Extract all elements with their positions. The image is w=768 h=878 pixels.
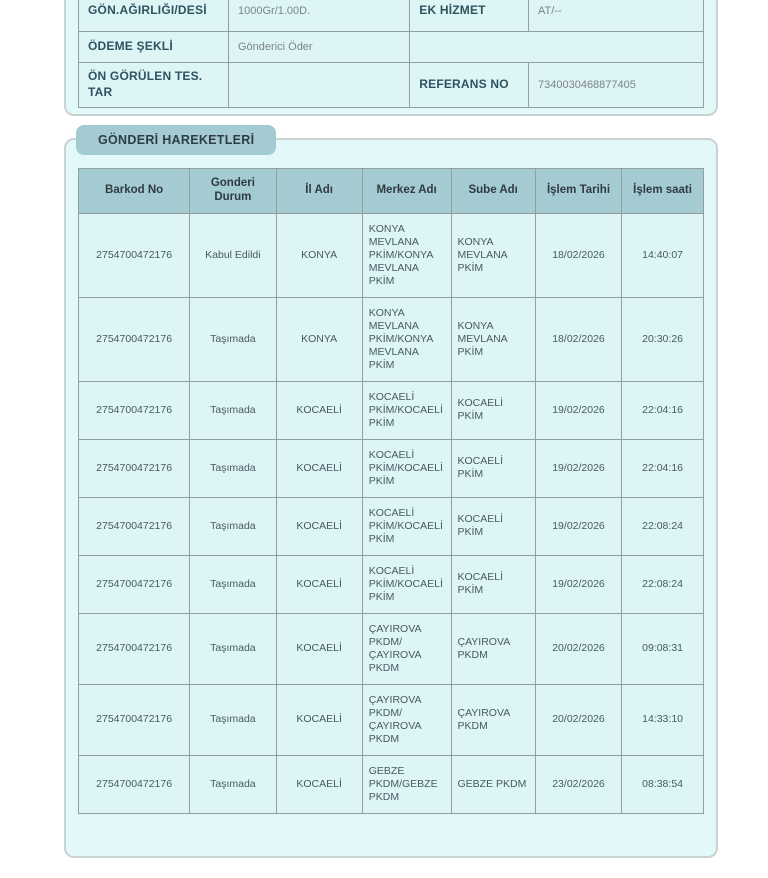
movement-cell-merkez: KONYA MEVLANA PKİM/KONYA MEVLANA PKİM: [362, 297, 451, 381]
movement-cell-il: KONYA: [276, 213, 362, 297]
movement-cell-merkez: KONYA MEVLANA PKİM/KONYA MEVLANA PKİM: [362, 213, 451, 297]
movement-cell-durum: Taşımada: [190, 613, 276, 684]
movement-row: [79, 755, 704, 813]
movement-cell-saat: 20:30:26: [622, 297, 704, 381]
reference-no-value: 7340030468877405: [529, 63, 704, 108]
column-header-sube: Sube Adı: [451, 169, 535, 214]
tracking-page: [64, 0, 718, 858]
movement-row: [79, 497, 704, 555]
movement-cell-tarih: 18/02/2026: [535, 213, 621, 297]
movement-cell-saat: 22:04:16: [622, 381, 704, 439]
movement-cell-il: KOCAELİ: [276, 613, 362, 684]
movement-cell-barkod: 2754700472176: [79, 213, 190, 297]
movement-cell-il: KONYA: [276, 297, 362, 381]
movement-cell-saat: 08:38:54: [622, 755, 704, 813]
movement-row: [79, 439, 704, 497]
movement-cell-durum: Taşımada: [190, 755, 276, 813]
movement-cell-il: KOCAELİ: [276, 684, 362, 755]
column-header-merkez: Merkez Adı: [362, 169, 451, 214]
movement-cell-sube: KOCAELİ PKİM: [451, 497, 535, 555]
movement-row: [79, 613, 704, 684]
movement-cell-durum: Taşımada: [190, 439, 276, 497]
movement-cell-merkez: GEBZE PKDM/GEBZE PKDM: [362, 755, 451, 813]
reference-no-label: REFERANS NO: [410, 63, 529, 108]
payment-row-empty-cell: [410, 32, 704, 63]
movement-cell-sube: ÇAYIROVA PKDM: [451, 684, 535, 755]
movement-cell-barkod: 2754700472176: [79, 381, 190, 439]
movement-cell-durum: Kabul Edildi: [190, 213, 276, 297]
movement-cell-durum: Taşımada: [190, 684, 276, 755]
movement-cell-barkod: 2754700472176: [79, 439, 190, 497]
movement-cell-saat: 22:04:16: [622, 439, 704, 497]
column-header-barkod: Barkod No: [79, 169, 190, 214]
movement-cell-merkez: KOCAELİ PKİM/KOCAELİ PKİM: [362, 555, 451, 613]
shipment-movements-panel: [64, 133, 718, 858]
movement-cell-tarih: 20/02/2026: [535, 613, 621, 684]
movement-cell-durum: Taşımada: [190, 381, 276, 439]
movement-row: [79, 555, 704, 613]
info-row-delivery: [79, 63, 704, 108]
movement-cell-merkez: ÇAYIROVA PKDM/ ÇAYIROVA PKDM: [362, 613, 451, 684]
estimated-delivery-label: ÖN GÖRÜLEN TES. TAR: [79, 63, 229, 108]
movement-cell-durum: Taşımada: [190, 297, 276, 381]
movement-cell-sube: GEBZE PKDM: [451, 755, 535, 813]
movement-cell-sube: ÇAYIROVA PKDM: [451, 613, 535, 684]
extra-service-label: EK HİZMET: [410, 0, 529, 32]
movement-cell-barkod: 2754700472176: [79, 297, 190, 381]
payment-type-value: Gönderici Öder: [229, 32, 410, 63]
movements-tbody: [79, 213, 704, 813]
shipment-info-panel: [64, 0, 718, 116]
movement-cell-tarih: 19/02/2026: [535, 381, 621, 439]
movement-cell-barkod: 2754700472176: [79, 684, 190, 755]
movement-cell-merkez: ÇAYIROVA PKDM/ ÇAYIROVA PKDM: [362, 684, 451, 755]
movement-cell-barkod: 2754700472176: [79, 755, 190, 813]
movement-cell-saat: 22:08:24: [622, 497, 704, 555]
movement-cell-saat: 22:08:24: [622, 555, 704, 613]
movement-cell-tarih: 20/02/2026: [535, 684, 621, 755]
movement-row: [79, 213, 704, 297]
estimated-delivery-value: [229, 63, 410, 108]
movement-row: [79, 297, 704, 381]
movement-cell-sube: KONYA MEVLANA PKİM: [451, 213, 535, 297]
movement-cell-il: KOCAELİ: [276, 555, 362, 613]
movement-cell-tarih: 23/02/2026: [535, 755, 621, 813]
movement-cell-merkez: KOCAELİ PKİM/KOCAELİ PKİM: [362, 439, 451, 497]
movement-cell-saat: 14:33:10: [622, 684, 704, 755]
movement-cell-barkod: 2754700472176: [79, 497, 190, 555]
extra-service-value: AT/--: [529, 0, 704, 32]
movement-cell-il: KOCAELİ: [276, 755, 362, 813]
movement-row: [79, 381, 704, 439]
movement-cell-tarih: 19/02/2026: [535, 497, 621, 555]
movement-cell-sube: KONYA MEVLANA PKİM: [451, 297, 535, 381]
movements-title-badge: GÖNDERİ HAREKETLERİ: [76, 125, 276, 155]
movement-cell-il: KOCAELİ: [276, 439, 362, 497]
movement-cell-il: KOCAELİ: [276, 381, 362, 439]
movement-cell-sube: KOCAELİ PKİM: [451, 439, 535, 497]
weight-label: GÖN.AĞIRLIĞI/DESİ: [79, 0, 229, 32]
movement-row: [79, 684, 704, 755]
movement-cell-sube: KOCAELİ PKİM: [451, 555, 535, 613]
movement-cell-barkod: 2754700472176: [79, 555, 190, 613]
movement-cell-tarih: 19/02/2026: [535, 555, 621, 613]
shipment-info-table: [78, 0, 704, 108]
info-row-weight: [79, 0, 704, 32]
movement-cell-durum: Taşımada: [190, 497, 276, 555]
movement-cell-il: KOCAELİ: [276, 497, 362, 555]
movement-cell-durum: Taşımada: [190, 555, 276, 613]
movement-cell-merkez: KOCAELİ PKİM/KOCAELİ PKİM: [362, 497, 451, 555]
movements-table: [78, 168, 704, 814]
column-header-il: İl Adı: [276, 169, 362, 214]
movement-cell-barkod: 2754700472176: [79, 613, 190, 684]
movements-table-head: [79, 169, 704, 214]
movement-cell-merkez: KOCAELİ PKİM/KOCAELİ PKİM: [362, 381, 451, 439]
movement-cell-saat: 09:08:31: [622, 613, 704, 684]
movement-cell-sube: KOCAELİ PKİM: [451, 381, 535, 439]
column-header-tarih: İşlem Tarihi: [535, 169, 621, 214]
movement-cell-saat: 14:40:07: [622, 213, 704, 297]
movement-cell-tarih: 19/02/2026: [535, 439, 621, 497]
payment-type-label: ÖDEME ŞEKLİ: [79, 32, 229, 63]
weight-value: 1000Gr/1.00D.: [229, 0, 410, 32]
movement-cell-tarih: 18/02/2026: [535, 297, 621, 381]
movements-header-row: [79, 169, 704, 214]
column-header-durum: Gonderi Durum: [190, 169, 276, 214]
info-row-payment: [79, 32, 704, 63]
column-header-saat: İşlem saati: [622, 169, 704, 214]
